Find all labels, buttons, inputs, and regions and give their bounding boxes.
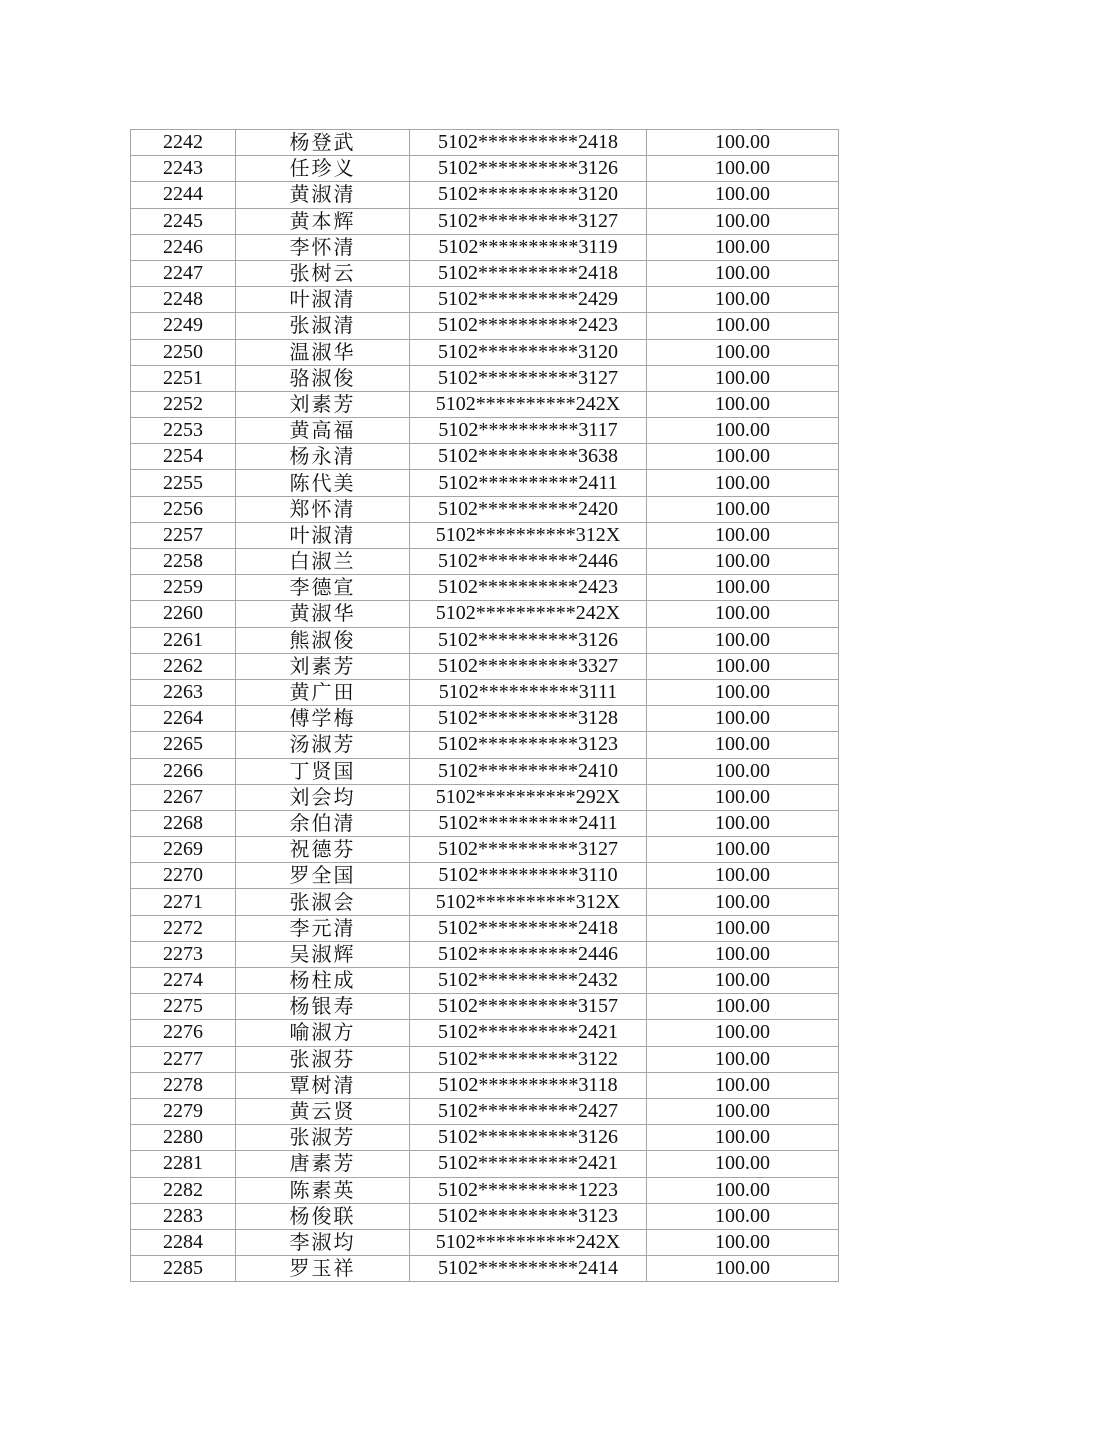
- amount-cell: 100.00: [647, 1177, 839, 1203]
- row-number-cell: 2252: [131, 391, 236, 417]
- table-row: [131, 1256, 839, 1282]
- amount-cell: 100.00: [647, 287, 839, 313]
- table-row: [131, 1151, 839, 1177]
- amount-cell: 100.00: [647, 601, 839, 627]
- name-cell: 刘会均: [236, 784, 410, 810]
- name-cell: 黄高福: [236, 418, 410, 444]
- row-number-cell: 2255: [131, 470, 236, 496]
- id-number-cell: 5102**********242X: [410, 601, 647, 627]
- amount-cell: 100.00: [647, 234, 839, 260]
- table-row: [131, 784, 839, 810]
- row-number-cell: 2251: [131, 365, 236, 391]
- name-cell: 覃树清: [236, 1072, 410, 1098]
- amount-cell: 100.00: [647, 182, 839, 208]
- name-cell: 张树云: [236, 260, 410, 286]
- id-number-cell: 5102**********3126: [410, 627, 647, 653]
- amount-cell: 100.00: [647, 1229, 839, 1255]
- table-row: [131, 260, 839, 286]
- table-row: [131, 208, 839, 234]
- row-number-cell: 2262: [131, 653, 236, 679]
- row-number-cell: 2259: [131, 575, 236, 601]
- name-cell: 余伯清: [236, 810, 410, 836]
- table-row: [131, 679, 839, 705]
- row-number-cell: 2267: [131, 784, 236, 810]
- name-cell: 傅学梅: [236, 706, 410, 732]
- table-row: [131, 941, 839, 967]
- amount-cell: 100.00: [647, 260, 839, 286]
- id-number-cell: 5102**********3123: [410, 732, 647, 758]
- id-number-cell: 5102**********3120: [410, 339, 647, 365]
- name-cell: 黄淑华: [236, 601, 410, 627]
- name-cell: 汤淑芳: [236, 732, 410, 758]
- amount-cell: 100.00: [647, 156, 839, 182]
- name-cell: 杨登武: [236, 130, 410, 156]
- name-cell: 杨俊联: [236, 1203, 410, 1229]
- table-row: [131, 156, 839, 182]
- row-number-cell: 2268: [131, 810, 236, 836]
- name-cell: 李怀清: [236, 234, 410, 260]
- amount-cell: 100.00: [647, 1203, 839, 1229]
- row-number-cell: 2258: [131, 549, 236, 575]
- row-number-cell: 2245: [131, 208, 236, 234]
- name-cell: 罗玉祥: [236, 1256, 410, 1282]
- row-number-cell: 2265: [131, 732, 236, 758]
- table-row: [131, 313, 839, 339]
- row-number-cell: 2260: [131, 601, 236, 627]
- name-cell: 叶淑清: [236, 522, 410, 548]
- name-cell: 杨柱成: [236, 968, 410, 994]
- row-number-cell: 2242: [131, 130, 236, 156]
- table-row: [131, 444, 839, 470]
- row-number-cell: 2275: [131, 994, 236, 1020]
- id-number-cell: 5102**********2432: [410, 968, 647, 994]
- name-cell: 罗全国: [236, 863, 410, 889]
- id-number-cell: 5102**********3126: [410, 156, 647, 182]
- row-number-cell: 2243: [131, 156, 236, 182]
- amount-cell: 100.00: [647, 575, 839, 601]
- name-cell: 黄云贤: [236, 1098, 410, 1124]
- roster-table-body: [131, 130, 839, 1282]
- amount-cell: 100.00: [647, 732, 839, 758]
- amount-cell: 100.00: [647, 706, 839, 732]
- id-number-cell: 5102**********3122: [410, 1046, 647, 1072]
- id-number-cell: 5102**********3127: [410, 837, 647, 863]
- name-cell: 唐素芳: [236, 1151, 410, 1177]
- id-number-cell: 5102**********3110: [410, 863, 647, 889]
- table-row: [131, 182, 839, 208]
- table-row: [131, 1046, 839, 1072]
- table-row: [131, 968, 839, 994]
- name-cell: 温淑华: [236, 339, 410, 365]
- id-number-cell: 5102**********312X: [410, 889, 647, 915]
- name-cell: 丁贤国: [236, 758, 410, 784]
- id-number-cell: 5102**********3123: [410, 1203, 647, 1229]
- row-number-cell: 2280: [131, 1125, 236, 1151]
- id-number-cell: 5102**********2410: [410, 758, 647, 784]
- name-cell: 祝德芬: [236, 837, 410, 863]
- id-number-cell: 5102**********2411: [410, 810, 647, 836]
- row-number-cell: 2248: [131, 287, 236, 313]
- amount-cell: 100.00: [647, 627, 839, 653]
- row-number-cell: 2279: [131, 1098, 236, 1124]
- table-row: [131, 732, 839, 758]
- table-row: [131, 418, 839, 444]
- id-number-cell: 5102**********3127: [410, 365, 647, 391]
- amount-cell: 100.00: [647, 418, 839, 444]
- id-number-cell: 5102**********1223: [410, 1177, 647, 1203]
- table-row: [131, 1229, 839, 1255]
- row-number-cell: 2271: [131, 889, 236, 915]
- amount-cell: 100.00: [647, 444, 839, 470]
- amount-cell: 100.00: [647, 941, 839, 967]
- name-cell: 张淑芬: [236, 1046, 410, 1072]
- table-row: [131, 601, 839, 627]
- table-row: [131, 1072, 839, 1098]
- table-row: [131, 522, 839, 548]
- name-cell: 黄淑清: [236, 182, 410, 208]
- row-number-cell: 2284: [131, 1229, 236, 1255]
- amount-cell: 100.00: [647, 1125, 839, 1151]
- name-cell: 黄广田: [236, 679, 410, 705]
- amount-cell: 100.00: [647, 496, 839, 522]
- row-number-cell: 2257: [131, 522, 236, 548]
- id-number-cell: 5102**********3117: [410, 418, 647, 444]
- id-number-cell: 5102**********3127: [410, 208, 647, 234]
- name-cell: 叶淑清: [236, 287, 410, 313]
- id-number-cell: 5102**********2427: [410, 1098, 647, 1124]
- id-number-cell: 5102**********2421: [410, 1020, 647, 1046]
- amount-cell: 100.00: [647, 889, 839, 915]
- table-row: [131, 496, 839, 522]
- id-number-cell: 5102**********242X: [410, 1229, 647, 1255]
- name-cell: 陈素英: [236, 1177, 410, 1203]
- table-row: [131, 1098, 839, 1124]
- amount-cell: 100.00: [647, 837, 839, 863]
- id-number-cell: 5102**********312X: [410, 522, 647, 548]
- id-number-cell: 5102**********2423: [410, 313, 647, 339]
- name-cell: 黄本辉: [236, 208, 410, 234]
- table-row: [131, 365, 839, 391]
- id-number-cell: 5102**********2446: [410, 549, 647, 575]
- amount-cell: 100.00: [647, 339, 839, 365]
- row-number-cell: 2263: [131, 679, 236, 705]
- amount-cell: 100.00: [647, 365, 839, 391]
- id-number-cell: 5102**********2418: [410, 130, 647, 156]
- name-cell: 任珍义: [236, 156, 410, 182]
- name-cell: 喻淑方: [236, 1020, 410, 1046]
- row-number-cell: 2278: [131, 1072, 236, 1098]
- table-row: [131, 863, 839, 889]
- amount-cell: 100.00: [647, 1020, 839, 1046]
- name-cell: 杨永清: [236, 444, 410, 470]
- name-cell: 李淑均: [236, 1229, 410, 1255]
- row-number-cell: 2273: [131, 941, 236, 967]
- table-row: [131, 234, 839, 260]
- row-number-cell: 2247: [131, 260, 236, 286]
- id-number-cell: 5102**********3119: [410, 234, 647, 260]
- row-number-cell: 2277: [131, 1046, 236, 1072]
- amount-cell: 100.00: [647, 391, 839, 417]
- table-row: [131, 706, 839, 732]
- amount-cell: 100.00: [647, 470, 839, 496]
- id-number-cell: 5102**********2446: [410, 941, 647, 967]
- table-row: [131, 1125, 839, 1151]
- name-cell: 杨银寿: [236, 994, 410, 1020]
- table-row: [131, 889, 839, 915]
- table-row: [131, 1203, 839, 1229]
- name-cell: 刘素芳: [236, 653, 410, 679]
- row-number-cell: 2264: [131, 706, 236, 732]
- name-cell: 刘素芳: [236, 391, 410, 417]
- row-number-cell: 2272: [131, 915, 236, 941]
- row-number-cell: 2261: [131, 627, 236, 653]
- id-number-cell: 5102**********3638: [410, 444, 647, 470]
- table-row: [131, 994, 839, 1020]
- table-row: [131, 837, 839, 863]
- name-cell: 张淑会: [236, 889, 410, 915]
- table-row: [131, 1020, 839, 1046]
- id-number-cell: 5102**********2411: [410, 470, 647, 496]
- table-row: [131, 1177, 839, 1203]
- name-cell: 郑怀清: [236, 496, 410, 522]
- amount-cell: 100.00: [647, 1256, 839, 1282]
- amount-cell: 100.00: [647, 758, 839, 784]
- amount-cell: 100.00: [647, 1046, 839, 1072]
- amount-cell: 100.00: [647, 653, 839, 679]
- name-cell: 李德宣: [236, 575, 410, 601]
- id-number-cell: 5102**********2429: [410, 287, 647, 313]
- row-number-cell: 2250: [131, 339, 236, 365]
- row-number-cell: 2285: [131, 1256, 236, 1282]
- amount-cell: 100.00: [647, 784, 839, 810]
- table-row: [131, 758, 839, 784]
- row-number-cell: 2254: [131, 444, 236, 470]
- id-number-cell: 5102**********292X: [410, 784, 647, 810]
- id-number-cell: 5102**********3157: [410, 994, 647, 1020]
- row-number-cell: 2282: [131, 1177, 236, 1203]
- row-number-cell: 2246: [131, 234, 236, 260]
- amount-cell: 100.00: [647, 313, 839, 339]
- name-cell: 张淑芳: [236, 1125, 410, 1151]
- table-row: [131, 810, 839, 836]
- amount-cell: 100.00: [647, 915, 839, 941]
- table-row: [131, 470, 839, 496]
- amount-cell: 100.00: [647, 549, 839, 575]
- id-number-cell: 5102**********2420: [410, 496, 647, 522]
- id-number-cell: 5102**********2418: [410, 915, 647, 941]
- amount-cell: 100.00: [647, 679, 839, 705]
- row-number-cell: 2274: [131, 968, 236, 994]
- table-row: [131, 549, 839, 575]
- row-number-cell: 2244: [131, 182, 236, 208]
- amount-cell: 100.00: [647, 968, 839, 994]
- amount-cell: 100.00: [647, 994, 839, 1020]
- row-number-cell: 2269: [131, 837, 236, 863]
- row-number-cell: 2256: [131, 496, 236, 522]
- row-number-cell: 2270: [131, 863, 236, 889]
- amount-cell: 100.00: [647, 522, 839, 548]
- table-row: [131, 130, 839, 156]
- amount-cell: 100.00: [647, 1098, 839, 1124]
- id-number-cell: 5102**********2423: [410, 575, 647, 601]
- id-number-cell: 5102**********2421: [410, 1151, 647, 1177]
- table-row: [131, 915, 839, 941]
- roster-table: [130, 129, 839, 1282]
- id-number-cell: 5102**********3128: [410, 706, 647, 732]
- table-row: [131, 653, 839, 679]
- table-row: [131, 339, 839, 365]
- amount-cell: 100.00: [647, 1151, 839, 1177]
- name-cell: 李元清: [236, 915, 410, 941]
- table-row: [131, 287, 839, 313]
- id-number-cell: 5102**********2414: [410, 1256, 647, 1282]
- row-number-cell: 2266: [131, 758, 236, 784]
- table-row: [131, 391, 839, 417]
- row-number-cell: 2249: [131, 313, 236, 339]
- id-number-cell: 5102**********3327: [410, 653, 647, 679]
- row-number-cell: 2276: [131, 1020, 236, 1046]
- name-cell: 张淑清: [236, 313, 410, 339]
- name-cell: 熊淑俊: [236, 627, 410, 653]
- id-number-cell: 5102**********3126: [410, 1125, 647, 1151]
- amount-cell: 100.00: [647, 208, 839, 234]
- row-number-cell: 2281: [131, 1151, 236, 1177]
- amount-cell: 100.00: [647, 1072, 839, 1098]
- id-number-cell: 5102**********3111: [410, 679, 647, 705]
- table-row: [131, 575, 839, 601]
- amount-cell: 100.00: [647, 810, 839, 836]
- id-number-cell: 5102**********3120: [410, 182, 647, 208]
- row-number-cell: 2283: [131, 1203, 236, 1229]
- name-cell: 陈代美: [236, 470, 410, 496]
- amount-cell: 100.00: [647, 863, 839, 889]
- id-number-cell: 5102**********3118: [410, 1072, 647, 1098]
- name-cell: 白淑兰: [236, 549, 410, 575]
- name-cell: 骆淑俊: [236, 365, 410, 391]
- amount-cell: 100.00: [647, 130, 839, 156]
- table-row: [131, 627, 839, 653]
- row-number-cell: 2253: [131, 418, 236, 444]
- id-number-cell: 5102**********2418: [410, 260, 647, 286]
- id-number-cell: 5102**********242X: [410, 391, 647, 417]
- name-cell: 吴淑辉: [236, 941, 410, 967]
